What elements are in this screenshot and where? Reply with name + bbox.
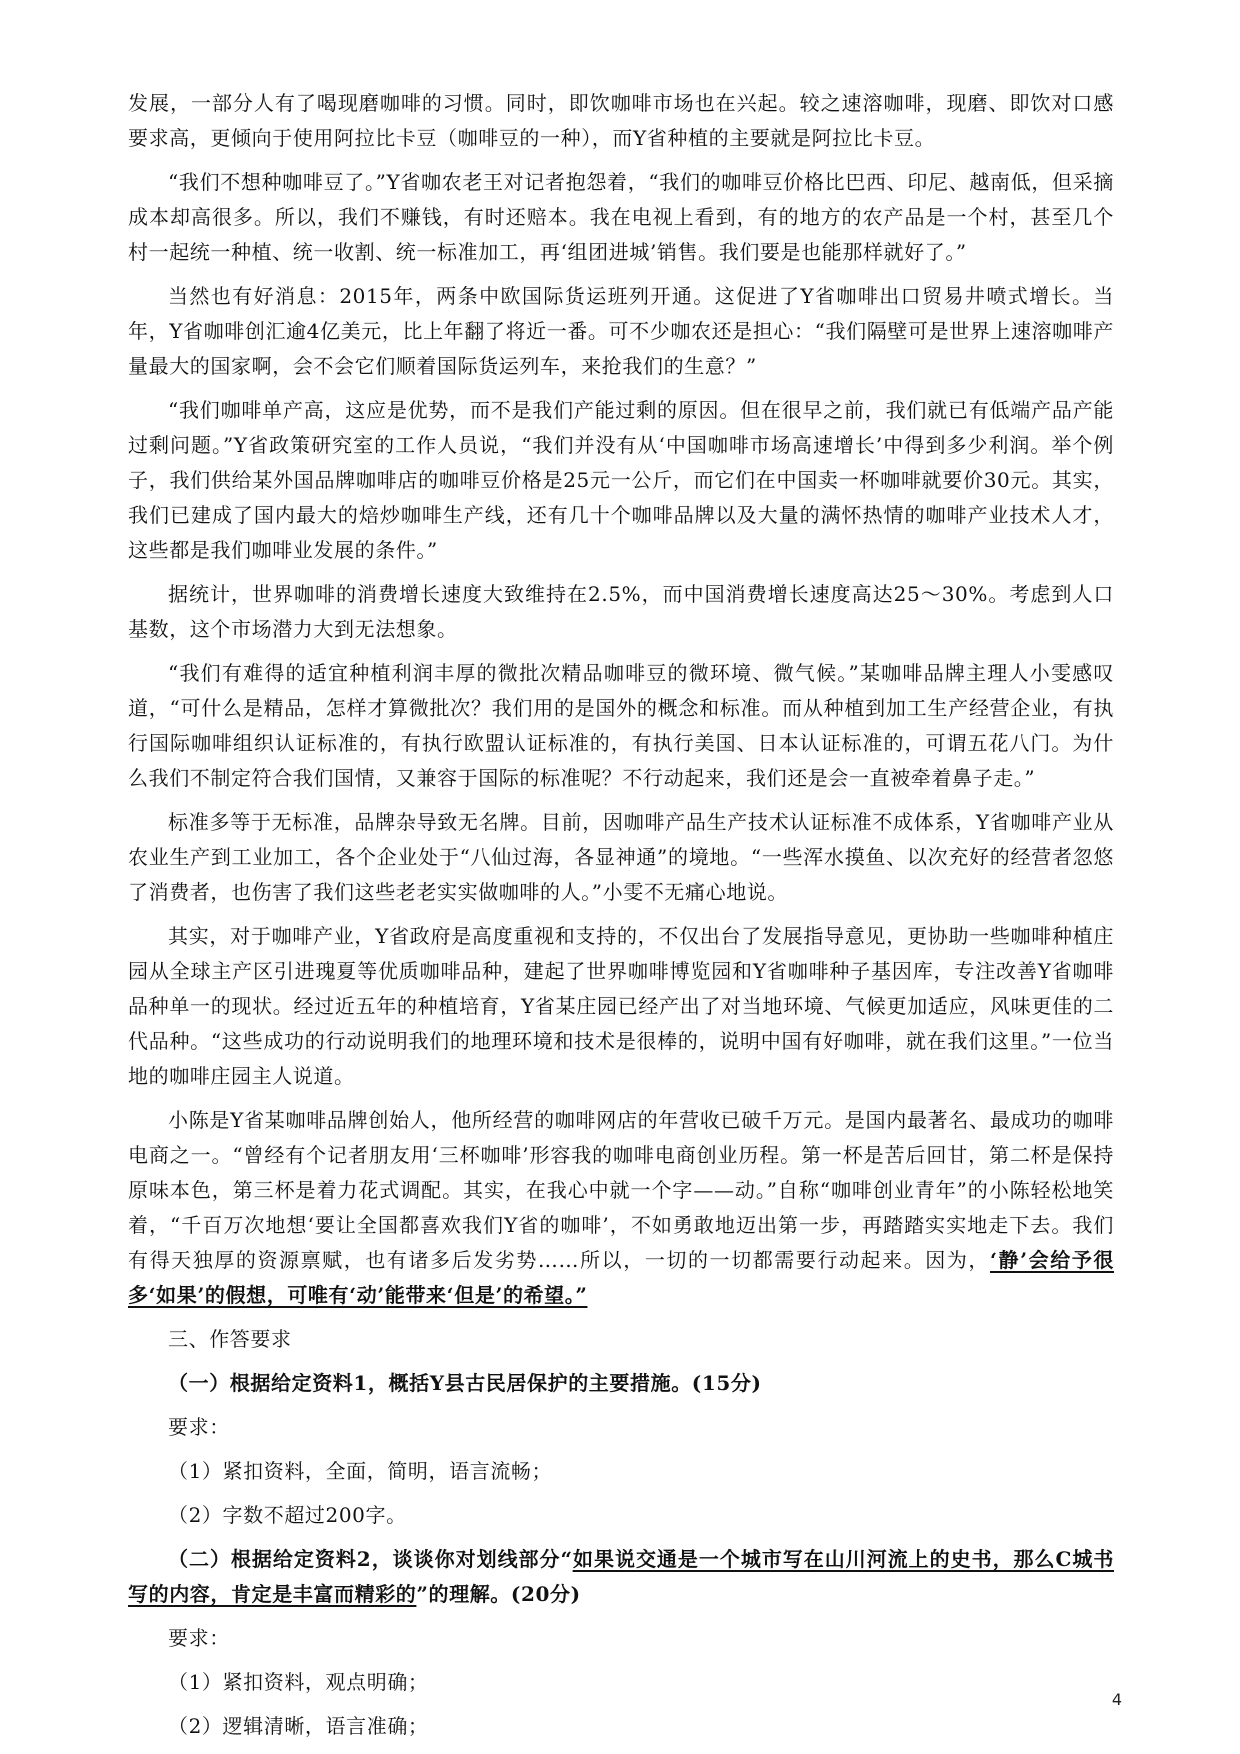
question-1-requirement-2: （2）字数不超过200字。	[168, 1503, 407, 1527]
question-2-title	[128, 1542, 1114, 1612]
document-page	[128, 86, 1114, 1753]
paragraph-6: “我们有难得的适宜种植利润丰厚的微批次精品咖啡豆的微环境、微气候。”某咖啡品牌主理人小雯感叹道，“可什么是精品，怎样才算微批次？我们用的是国外的概念和标准。而从种植到加工生产经营企业，有执行国际咖啡组织认证标准的，有执行欧盟认证标准的，有执行美国、日本认证标准的，可谓五花八门。为什么我们不制定符合我们国情，又兼容于国际的标准呢？不行动起来，我们还是会一直被牵着鼻子走。”	[128, 661, 1114, 790]
paragraph-9-text: 小陈是Y省某咖啡品牌创始人，他所经营的咖啡网店的年营收已破千万元。是国内最著名、最成功的咖啡电商之一。“曾经有个记者朋友用‘三杯咖啡’形容我的咖啡电商创业历程。第一杯是苦后回甘，第二杯是保持原味本色，第三杯是着力花式调配。其实，在我心中就一个字——动。”自称“咖啡创业青年”的小陈轻松地笑着，“千百万次地想‘要让全国都喜欢我们Y省的咖啡’，不如勇敢地迈出第一步，再踏踏实实地走下去。我们有得天独厚的资源禀赋，也有诸多后发劣势……所以，一切的一切都需要行动起来。因为，	[128, 1108, 1114, 1272]
underlined-quote: ‘静’会给予很多‘如果’的假想，可唯有‘动’能带来‘但是’的希望。”	[128, 1248, 1114, 1307]
question-1-requirement-1: （1）紧扣资料，全面，简明，语言流畅；	[168, 1459, 553, 1483]
paragraph-2: “我们不想种咖啡豆了。”Y省咖农老王对记者抱怨着，“我们的咖啡豆价格比巴西、印尼、越南低，但采摘成本却高很多。所以，我们不赚钱，有时还赔本。我在电视上看到，有的地方的农产品是一个村，甚至几个村一起统一种植、统一收割、统一标准加工，再‘组团进城’销售。我们要是也能那样就好了。”	[128, 170, 1114, 264]
paragraph-4: “我们咖啡单产高，这应是优势，而不是我们产能过剩的原因。但在很早之前，我们就已有低端产品产能过剩问题。”Y省政策研究室的工作人员说，“我们并没有从‘中国咖啡市场高速增长’中得到多少利润。举个例子，我们供给某外国品牌咖啡店的咖啡豆价格是25元一公斤，而它们在中国卖一杯咖啡就要价30元。其实，我们已建成了国内最大的焙炒咖啡生产线，还有几十个咖啡品牌以及大量的满怀热情的咖啡产业技术人才，这些都是我们咖啡业发展的条件。”	[128, 398, 1114, 562]
question-2-underlined-phrase: 如果说交通是一个城市写在山川河流上的史书，那么C城书写的内容，肯定是丰富而精彩的	[128, 1547, 1114, 1606]
question-1-requirements-label: 要求：	[168, 1415, 230, 1439]
page-number: 4	[1111, 1690, 1122, 1709]
paragraph-3: 当然也有好消息：2015年，两条中欧国际货运班列开通。这促进了Y省咖啡出口贸易井喷式增长。当年，Y省咖啡创汇逾4亿美元，比上年翻了将近一番。可不少咖农还是担心：“我们隔壁可是世界上速溶咖啡产量最大的国家啊，会不会它们顺着国际货运列车，来抢我们的生意？”	[128, 284, 1114, 378]
question-2-requirements-label: 要求：	[168, 1626, 230, 1650]
section-heading: 三、作答要求	[168, 1327, 292, 1351]
question-2-title-prefix: （二）根据给定资料2，谈谈你对划线部分“	[168, 1547, 573, 1571]
paragraph-1: 发展，一部分人有了喝现磨咖啡的习惯。同时，即饮咖啡市场也在兴起。较之速溶咖啡，现磨、即饮对口感要求高，更倾向于使用阿拉比卡豆（咖啡豆的一种），而Y省种植的主要就是阿拉比卡豆。	[128, 91, 1114, 150]
question-2-requirement-1: （1）紧扣资料，观点明确；	[168, 1670, 429, 1694]
paragraph-8: 其实，对于咖啡产业，Y省政府是高度重视和支持的，不仅出台了发展指导意见，更协助一些咖啡种植庄园从全球主产区引进瑰夏等优质咖啡品种，建起了世界咖啡博览园和Y省咖啡种子基因库，专注改善Y省咖啡品种单一的现状。经过近五年的种植培育，Y省某庄园已经产出了对当地环境、气候更加适应，风味更佳的二代品种。“这些成功的行动说明我们的地理环境和技术是很棒的，说明中国有好咖啡，就在我们这里。”一位当地的咖啡庄园主人说道。	[128, 924, 1114, 1088]
question-1-title: （一）根据给定资料1，概括Y县古民居保护的主要措施。(15分)	[168, 1371, 762, 1395]
paragraph-7: 标准多等于无标准，品牌杂导致无名牌。目前，因咖啡产品生产技术认证标准不成体系，Y省咖啡产业从农业生产到工业加工，各个企业处于“八仙过海，各显神通”的境地。“一些浑水摸鱼、以次充好的经营者忽悠了消费者，也伤害了我们这些老老实实做咖啡的人。”小雯不无痛心地说。	[128, 810, 1114, 904]
question-2-requirement-2: （2）逻辑清晰，语言准确；	[168, 1714, 429, 1738]
question-2-title-suffix: ”的理解。(20分)	[416, 1582, 581, 1606]
paragraph-9	[128, 1103, 1114, 1313]
paragraph-5: 据统计，世界咖啡的消费增长速度大致维持在2.5%，而中国消费增长速度高达25～30%。考虑到人口基数，这个市场潜力大到无法想象。	[128, 582, 1114, 641]
